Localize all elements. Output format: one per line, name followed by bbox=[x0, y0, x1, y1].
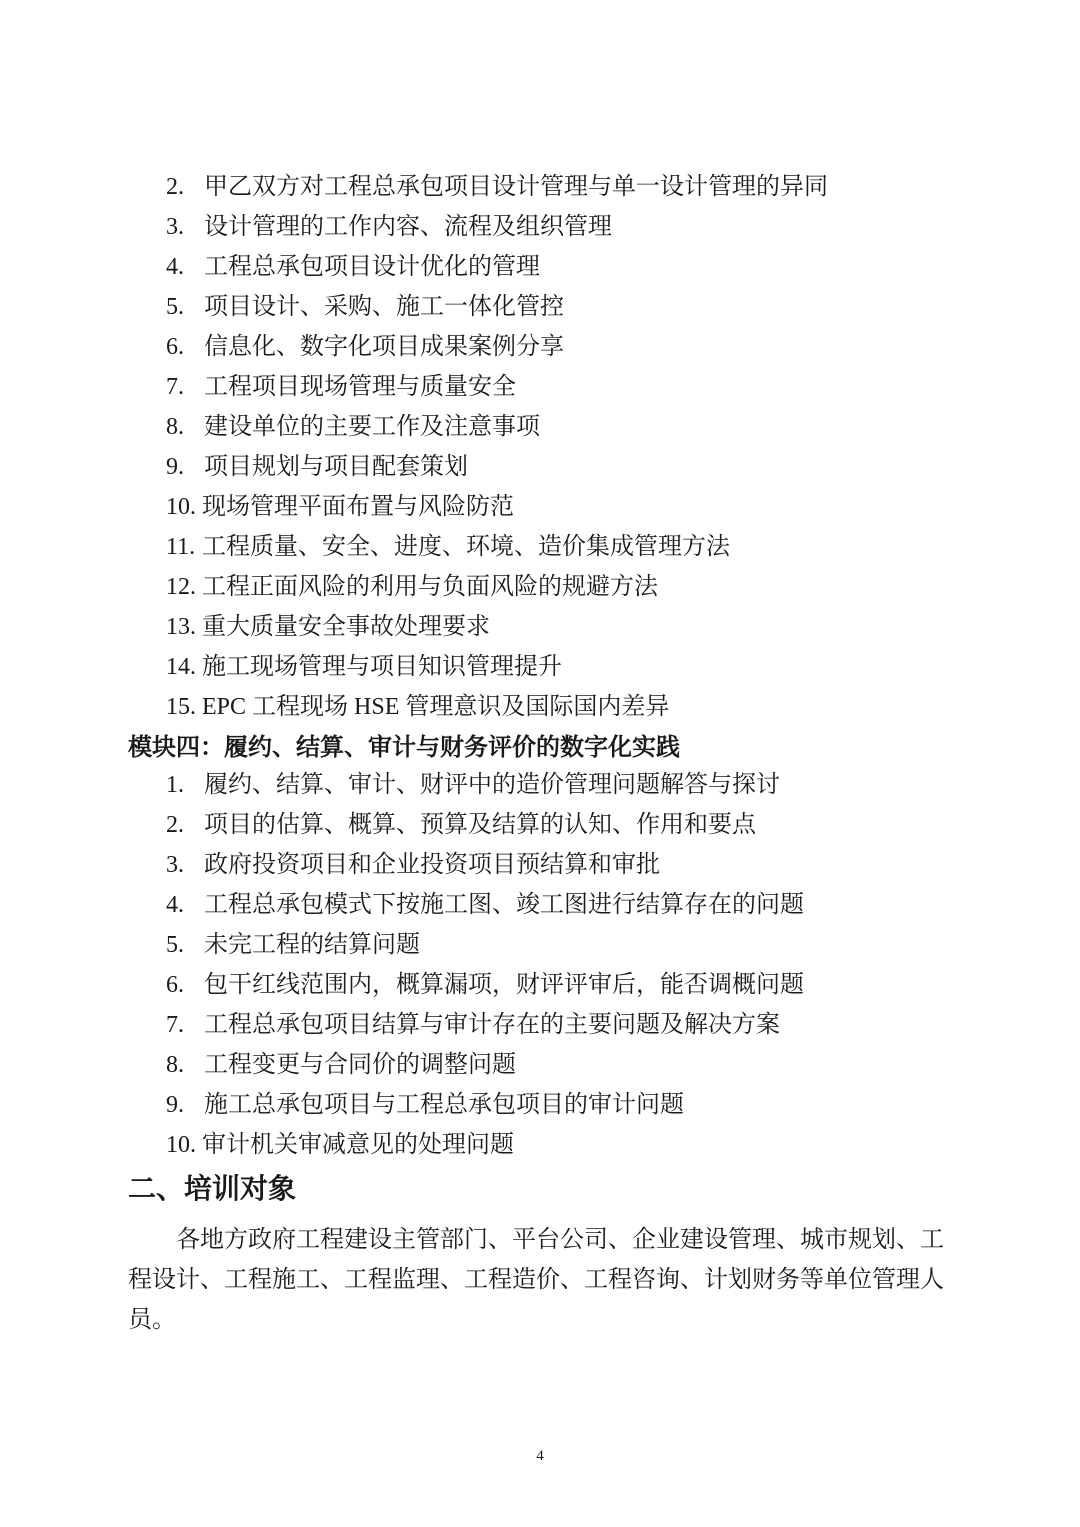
module4-list bbox=[166, 765, 966, 1165]
item-number: 10. bbox=[166, 1132, 196, 1158]
item-number: 9. bbox=[166, 454, 184, 480]
item-text: 政府投资项目和企业投资项目预结算和审批 bbox=[204, 852, 660, 878]
section-heading-training-audience: 二、培训对象 bbox=[128, 1172, 297, 1205]
item-text: 信息化、数字化项目成果案例分享 bbox=[204, 334, 564, 360]
item-text: 履约、结算、审计、财评中的造价管理问题解答与探讨 bbox=[204, 772, 780, 798]
list-item bbox=[166, 805, 966, 845]
item-text: 项目设计、采购、施工一体化管控 bbox=[204, 294, 564, 320]
item-text: 工程变更与合同价的调整问题 bbox=[204, 1052, 516, 1078]
item-text: 工程总承包项目设计优化的管理 bbox=[204, 254, 540, 280]
item-number: 4. bbox=[166, 254, 184, 280]
item-number: 7. bbox=[166, 374, 184, 400]
list-item bbox=[166, 247, 966, 287]
item-text: 工程总承包项目结算与审计存在的主要问题及解决方案 bbox=[204, 1012, 780, 1038]
item-number: 8. bbox=[166, 1052, 184, 1078]
item-text: 未完工程的结算问题 bbox=[204, 932, 420, 958]
list-item bbox=[166, 1005, 966, 1045]
item-text: 现场管理平面布置与风险防范 bbox=[202, 494, 514, 520]
list-item bbox=[166, 367, 966, 407]
item-text: 建设单位的主要工作及注意事项 bbox=[204, 414, 540, 440]
item-text: EPC 工程现场 HSE 管理意识及国际国内差异 bbox=[202, 694, 670, 720]
list-item bbox=[166, 845, 966, 885]
item-text: 项目的估算、概算、预算及结算的认知、作用和要点 bbox=[204, 812, 756, 838]
list-item bbox=[166, 327, 966, 367]
list-item bbox=[166, 647, 966, 687]
item-number: 10. bbox=[166, 494, 196, 520]
item-number: 7. bbox=[166, 1012, 184, 1038]
training-audience-paragraph: 各地方政府工程建设主管部门、平台公司、企业建设管理、城市规划、工程设计、工程施工、工程监理、工程造价、工程咨询、计划财务等单位管理人员。 bbox=[128, 1227, 944, 1333]
list-item bbox=[166, 925, 966, 965]
item-number: 5. bbox=[166, 294, 184, 320]
item-number: 3. bbox=[166, 852, 184, 878]
item-text: 重大质量安全事故处理要求 bbox=[202, 614, 490, 640]
module3-list bbox=[166, 167, 966, 727]
list-item bbox=[166, 287, 966, 327]
item-number: 6. bbox=[166, 972, 184, 998]
item-number: 3. bbox=[166, 214, 184, 240]
list-item bbox=[166, 607, 966, 647]
item-number: 12. bbox=[166, 574, 196, 600]
list-item bbox=[166, 567, 966, 607]
list-item bbox=[166, 207, 966, 247]
item-number: 1. bbox=[166, 772, 184, 798]
item-number: 6. bbox=[166, 334, 184, 360]
list-item bbox=[166, 447, 966, 487]
item-number: 11. bbox=[166, 534, 196, 560]
item-text: 包干红线范围内，概算漏项，财评评审后，能否调概问题 bbox=[204, 972, 804, 998]
item-number: 8. bbox=[166, 414, 184, 440]
item-text: 项目规划与项目配套策划 bbox=[204, 454, 468, 480]
item-text: 工程质量、安全、进度、环境、造价集成管理方法 bbox=[202, 534, 730, 560]
page-number: 4 bbox=[536, 1448, 544, 1464]
list-item bbox=[166, 1125, 966, 1165]
item-number: 2. bbox=[166, 812, 184, 838]
item-text: 施工现场管理与项目知识管理提升 bbox=[202, 654, 562, 680]
module4-heading: 模块四：履约、结算、审计与财务评价的数字化实践 bbox=[128, 733, 680, 761]
item-number: 14. bbox=[166, 654, 196, 680]
item-text: 设计管理的工作内容、流程及组织管理 bbox=[204, 214, 612, 240]
list-item bbox=[166, 167, 966, 207]
item-text: 工程总承包模式下按施工图、竣工图进行结算存在的问题 bbox=[204, 892, 804, 918]
list-item bbox=[166, 765, 966, 805]
item-number: 13. bbox=[166, 614, 196, 640]
item-text: 工程正面风险的利用与负面风险的规避方法 bbox=[202, 574, 658, 600]
list-item bbox=[166, 407, 966, 447]
item-number: 15. bbox=[166, 694, 196, 720]
item-number: 5. bbox=[166, 932, 184, 958]
list-item bbox=[166, 1045, 966, 1085]
item-number: 2. bbox=[166, 174, 184, 200]
item-text: 施工总承包项目与工程总承包项目的审计问题 bbox=[204, 1092, 684, 1118]
list-item bbox=[166, 487, 966, 527]
list-item bbox=[166, 885, 966, 925]
item-text: 审计机关审减意见的处理问题 bbox=[202, 1132, 514, 1158]
list-item bbox=[166, 687, 966, 727]
item-text: 甲乙双方对工程总承包项目设计管理与单一设计管理的异同 bbox=[204, 174, 828, 200]
item-text: 工程项目现场管理与质量安全 bbox=[204, 374, 516, 400]
list-item bbox=[166, 1085, 966, 1125]
list-item bbox=[166, 527, 966, 567]
list-item bbox=[166, 965, 966, 1005]
item-number: 9. bbox=[166, 1092, 184, 1118]
item-number: 4. bbox=[166, 892, 184, 918]
